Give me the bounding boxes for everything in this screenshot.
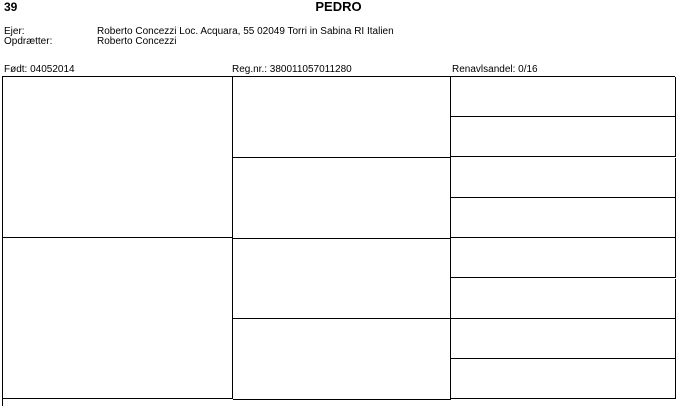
pedigree-g3-5: [451, 238, 676, 278]
owner-label: Ejer:: [4, 26, 25, 37]
pedigree-g3-6: [451, 279, 676, 319]
inbreeding-share: Renavlsandel: 0/16: [452, 64, 538, 75]
registration-number: Reg.nr.: 380011057011280: [232, 64, 352, 75]
pedigree-dam: [3, 238, 233, 399]
pedigree-maternal-grandsire: [233, 238, 451, 319]
pedigree-g3-4: [451, 198, 676, 238]
breeder-label: Opdrætter:: [4, 36, 53, 47]
pedigree-sire: [3, 77, 233, 238]
birth-date: Født: 04052014: [4, 64, 75, 75]
pedigree-g3-7: [451, 319, 676, 359]
owner-value: Roberto Concezzi Loc. Acquara, 55 02049 Torri in Sabina RI Italien: [97, 26, 394, 37]
breeder-row: [4, 36, 176, 47]
pedigree-g3-3: [451, 158, 676, 198]
pedigree-table: [2, 76, 675, 406]
pedigree-g3-1: [451, 77, 676, 117]
horse-name: PEDRO: [315, 0, 362, 14]
pedigree-maternal-granddam: [233, 319, 451, 400]
pedigree-g3-2: [451, 117, 676, 157]
pedigree-paternal-granddam: [233, 158, 451, 239]
catalog-number: 39: [4, 0, 18, 14]
pedigree-paternal-grandsire: [233, 77, 451, 158]
pedigree-g3-8: [451, 359, 676, 399]
breeder-value: Roberto Concezzi: [97, 36, 177, 47]
